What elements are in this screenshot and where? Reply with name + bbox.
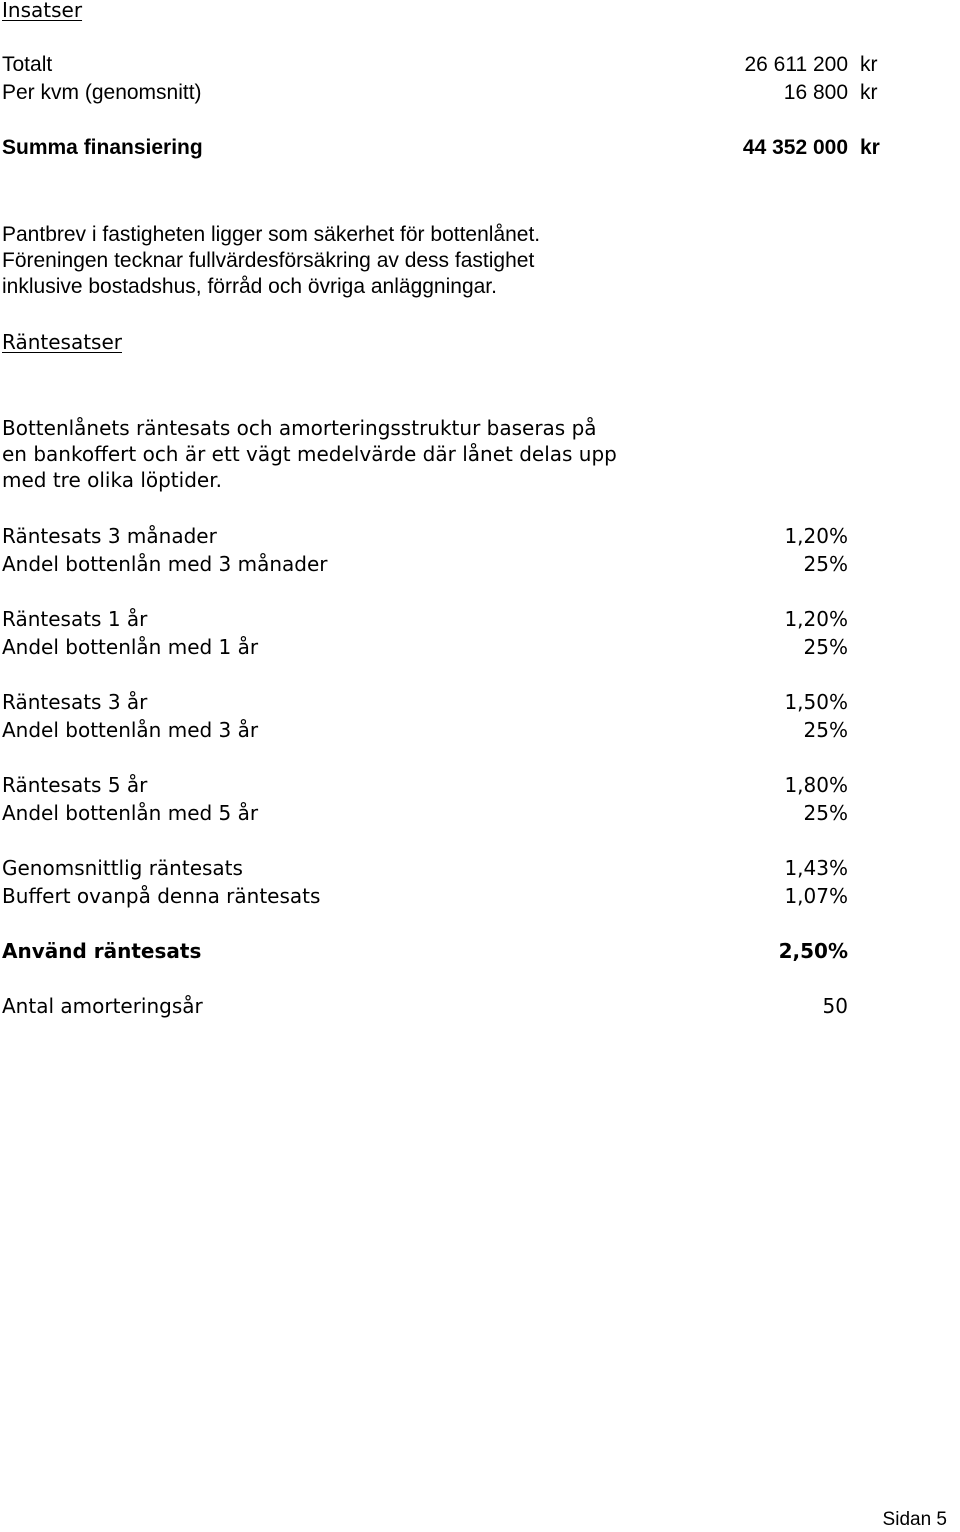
rate-row (2, 992, 848, 1020)
rate-row (2, 799, 848, 827)
insatser-perkvm-row (2, 79, 886, 107)
rate-value: 50 (822, 994, 848, 1018)
rate-value: 1,80% (784, 773, 848, 797)
rate-label: Räntesats 1 år (2, 607, 148, 631)
insatser-totalt-label: Totalt (2, 53, 53, 76)
section-heading-rantesatser: Räntesatser (2, 330, 122, 354)
section-heading-insatser: Insatser (2, 0, 83, 22)
rate-value: 1,20% (784, 524, 848, 548)
rate-label: Andel bottenlån med 1 år (2, 635, 259, 659)
rate-label: Antal amorteringsår (2, 994, 203, 1018)
summa-finansiering-row (2, 134, 886, 162)
rate-value: 1,20% (784, 607, 848, 631)
rate-label: Räntesats 5 år (2, 773, 148, 797)
rate-row (2, 716, 848, 744)
insatser-perkvm-value: 16 800 (783, 81, 848, 104)
rate-label: Räntesats 3 månader (2, 524, 217, 548)
rate-row (2, 605, 848, 633)
insatser-perkvm-label: Per kvm (genomsnitt) (2, 81, 202, 104)
pantbrev-line: inklusive bostadshus, förråd och övriga anläggningar. (2, 275, 497, 298)
rate-label: Använd räntesats (2, 939, 202, 963)
rate-value: 1,07% (784, 884, 848, 908)
rate-value: 25% (803, 718, 848, 742)
rate-row (2, 633, 848, 661)
rate-row (2, 771, 848, 799)
pantbrev-line: Pantbrev i fastigheten ligger som säkerhet för bottenlånet. (2, 223, 541, 246)
rate-label: Andel bottenlån med 5 år (2, 801, 259, 825)
rantesatser-line: med tre olika löptider. (2, 468, 222, 492)
rate-value: 1,43% (784, 856, 848, 880)
rate-row (2, 854, 848, 882)
rate-row (2, 688, 848, 716)
rate-value: 2,50% (778, 939, 848, 963)
rate-value: 25% (803, 552, 848, 576)
rate-label: Buffert ovanpå denna räntesats (2, 884, 321, 908)
insatser-totalt-unit: kr (860, 53, 878, 76)
summa-finansiering-unit: kr (860, 136, 880, 159)
rate-value: 1,50% (784, 690, 848, 714)
rate-row (2, 522, 848, 550)
rate-label: Andel bottenlån med 3 år (2, 718, 259, 742)
page-number: Sidan 5 (882, 1509, 947, 1530)
rate-label: Andel bottenlån med 3 månader (2, 552, 328, 576)
insatser-perkvm-unit: kr (860, 81, 878, 104)
rate-label: Räntesats 3 år (2, 690, 148, 714)
rate-value: 25% (803, 635, 848, 659)
rate-row (2, 550, 848, 578)
rate-row (2, 882, 848, 910)
summa-finansiering-value: 44 352 000 (742, 136, 848, 159)
rate-row-emphasis (2, 937, 848, 965)
insatser-totalt-value: 26 611 200 (744, 53, 848, 76)
summa-finansiering-label: Summa finansiering (2, 136, 203, 159)
rantesatser-paragraph (2, 415, 702, 493)
pantbrev-line: Föreningen tecknar fullvärdesförsäkring av dess fastighet (2, 249, 535, 272)
rantesatser-line: Bottenlånets räntesats och amorteringsstruktur baseras på (2, 416, 597, 440)
pantbrev-paragraph (2, 222, 702, 300)
rate-label: Genomsnittlig räntesats (2, 856, 243, 880)
rate-value: 25% (803, 801, 848, 825)
insatser-totalt-row (2, 51, 886, 79)
rantesatser-line: en bankoffert och är ett vägt medelvärde där lånet delas upp (2, 442, 617, 466)
